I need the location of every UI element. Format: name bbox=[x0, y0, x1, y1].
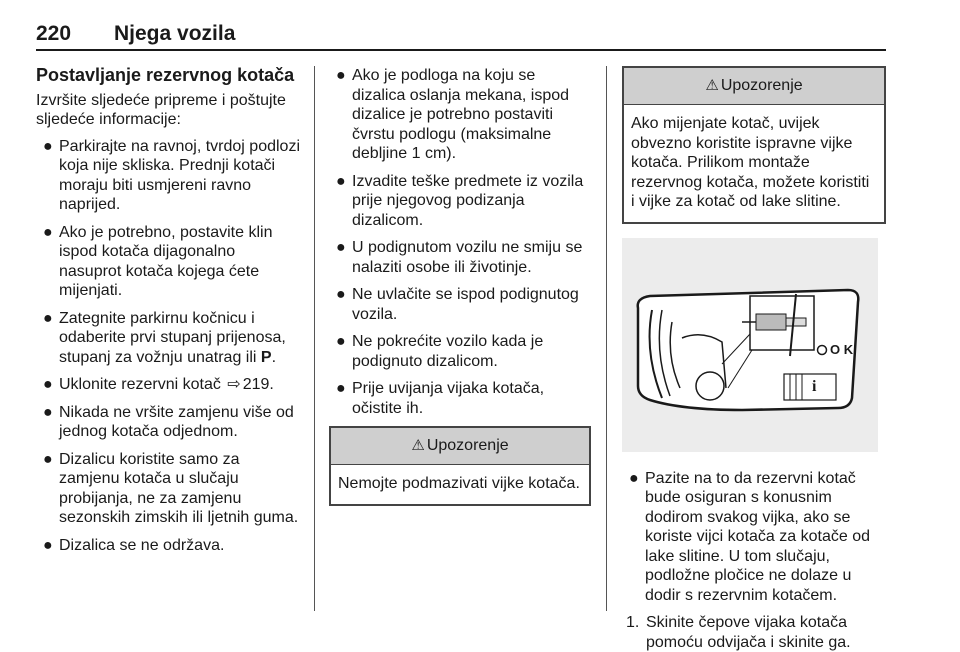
bullet-icon: ● bbox=[43, 223, 53, 241]
column-divider bbox=[314, 66, 315, 611]
bullet-list bbox=[329, 66, 591, 418]
page-reference-link[interactable]: 219. bbox=[242, 376, 274, 393]
bullet-icon: ● bbox=[336, 286, 346, 303]
bullet-icon: ● bbox=[336, 67, 346, 84]
bullet-icon: ● bbox=[43, 309, 53, 327]
column-1 bbox=[36, 66, 301, 563]
column-divider bbox=[606, 66, 607, 611]
bullet-list bbox=[622, 469, 886, 606]
list-item: ● Ne pokrećite vozilo kada je podignuto dizalicom. bbox=[336, 333, 544, 370]
warning-box bbox=[622, 66, 886, 224]
bullet-icon: ● bbox=[629, 469, 639, 487]
bullet-icon: ● bbox=[336, 172, 346, 190]
ok-label: O K bbox=[830, 341, 854, 357]
list-item: ● Parkirajte na ravnoj, tvrdoj podlozi koja nije skliska. Prednji kotači moraju biti usmjereni ravno naprijed. bbox=[43, 137, 301, 213]
warning-text: Ako mijenjate kotač, uvijek obvezno koristite ispravne vijke kotača. Prilikom montaže rezervnog kotača, možete koristiti i vijke za kotač od lake slitine. bbox=[631, 115, 870, 210]
page-reference-arrow-icon: ⇨ bbox=[227, 376, 241, 393]
warning-text: Nemojte podmazivati vijke kotača. bbox=[338, 475, 580, 492]
warning-box bbox=[329, 426, 591, 506]
list-item: ● Dizalica se ne održava. bbox=[43, 536, 225, 554]
bullet-icon: ● bbox=[336, 333, 346, 350]
page-header bbox=[36, 22, 886, 52]
intro-text: Izvršite sljedeće pripreme i poštujte sljedeće informacije: bbox=[36, 91, 286, 128]
warning-icon: ⚠ bbox=[705, 77, 719, 94]
section-title: Postavljanje rezervnog kotača bbox=[36, 65, 295, 85]
step-list bbox=[622, 613, 886, 652]
list-item: ● Dizalicu koristite samo za zamjenu kotača u slučaju probijanja, ne za zamjenu sezonskih zimskih ili ljetnih guma. bbox=[43, 450, 299, 526]
step-item: 1. Skinite čepove vijaka kotača pomoću odvijača i skinite ga. bbox=[626, 614, 851, 651]
warning-title: Upozorenje bbox=[426, 437, 509, 454]
bullet-icon: ● bbox=[43, 376, 53, 393]
list-item: ● Zategnite parkirnu kočnicu i odaberite prvi stupanj prijenosa, stupanj za vožnju unatrag ili P. bbox=[43, 309, 286, 366]
bullet-icon: ● bbox=[43, 450, 53, 468]
wheel-bolt-illustration bbox=[622, 238, 878, 452]
warning-icon: ⚠ bbox=[411, 437, 425, 454]
list-item: ● U podignutom vozilu ne smiju se nalaziti osobe ili životinje. bbox=[336, 239, 583, 276]
list-item: ● Uklonite rezervni kotač ⇨ 219. bbox=[43, 376, 274, 393]
bullet-icon: ● bbox=[43, 536, 53, 554]
gear-p: P bbox=[260, 348, 272, 366]
warning-header bbox=[624, 68, 884, 105]
header-rule bbox=[36, 49, 886, 51]
list-item: ● Ako je podloga na koju se dizalica oslanja mekana, ispod dizalice je potrebno postaviti čvrstu podlogu (maksimalne debljine 1 cm). bbox=[336, 67, 570, 162]
column-3 bbox=[622, 66, 886, 652]
step-number: 1. bbox=[626, 614, 640, 631]
page-number: 220 bbox=[36, 22, 72, 45]
bullet-icon: ● bbox=[336, 239, 346, 256]
list-item: ● Pazite na to da rezervni kotač bude osiguran s konusnim dodirom svakog vijka, ako se koriste vijci kotača za kotače od lake slitine. U tom slučaju, podložne pločice ne dolaze u dodir s rezervnim kotačem. bbox=[629, 469, 870, 604]
warning-header bbox=[331, 428, 589, 465]
column-2 bbox=[329, 66, 591, 506]
list-item: ● Nikada ne vršite zamjenu više od jednog kotača odjednom. bbox=[43, 403, 294, 440]
list-item: ● Prije uvijanja vijaka kotača, očistite ih. bbox=[336, 380, 545, 417]
list-item: ● Izvadite teške predmete iz vozila prije njegovog podizanja dizalicom. bbox=[336, 172, 584, 229]
bullet-icon: ● bbox=[336, 380, 346, 397]
bullet-icon: ● bbox=[43, 403, 53, 421]
chapter-title: Njega vozila bbox=[114, 22, 236, 45]
warning-title: Upozorenje bbox=[720, 77, 803, 94]
info-book-icon: i bbox=[812, 377, 817, 395]
list-item: ● Ne uvlačite se ispod podignutog vozila. bbox=[336, 286, 579, 323]
bullet-list bbox=[36, 137, 301, 556]
bullet-icon: ● bbox=[43, 137, 53, 155]
list-item: ● Ako je potrebno, postavite klin ispod kotača dijagonalno nasuprot kotača kojega ćete mijenjati. bbox=[43, 223, 273, 299]
